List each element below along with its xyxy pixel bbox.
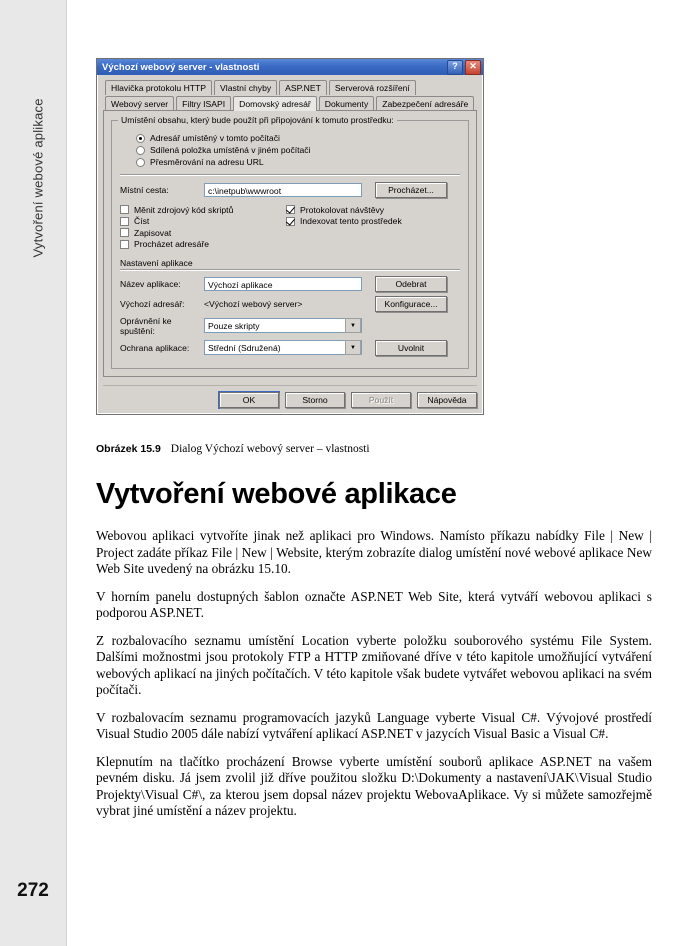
app-name-input[interactable]: Výchozí aplikace	[204, 277, 362, 291]
application-protection-select[interactable]	[204, 340, 362, 355]
permission-checkbox-grid	[120, 203, 460, 251]
content-location-legend: Umístění obsahu, který bude použít při připojování k tomuto prostředku:	[118, 115, 397, 125]
dialog-footer-buttons	[103, 385, 477, 408]
checkbox-icon	[120, 228, 129, 237]
execute-permissions-value: Pouze skripty	[208, 320, 260, 331]
paragraph: V horním panelu dostupných šablon označte ASP.NET Web Site, která vytváří webovou aplikaci s podporou ASP.NET.	[96, 588, 652, 620]
checkbox-read-label: Číst	[134, 216, 150, 226]
running-head: Vytvoření webové aplikace	[30, 98, 46, 258]
execute-permissions-label: Oprávnění ke spuštění:	[120, 315, 172, 336]
app-settings-heading: Nastavení aplikace	[120, 257, 193, 268]
checkbox-directory-browsing[interactable]	[120, 239, 286, 249]
ok-button[interactable]: OK	[219, 392, 279, 408]
radio-redirect-url[interactable]	[136, 157, 460, 167]
apply-button[interactable]: Použít	[351, 392, 411, 408]
checkbox-script-source-access-label: Měnit zdrojový kód skriptů	[134, 204, 234, 215]
cancel-button[interactable]: Storno	[285, 392, 345, 408]
checkbox-write[interactable]	[120, 228, 286, 238]
checkbox-icon-checked	[286, 217, 295, 226]
paragraph: Z rozbalovacího seznamu umístění Location vyberte položku souborového systému File System. Dalšími možnostmi jsou protokoly FTP a HTTP zmiňované dříve v této kapitole umožňující vytváření webových aplikací na jiných počítačích. V této kapitole však budete vytvářet webovou aplikaci na svém počítači.	[96, 632, 652, 697]
checkbox-log-visits[interactable]	[286, 205, 460, 215]
checkbox-read[interactable]	[120, 216, 286, 226]
tab-web-site[interactable]: Webový server	[105, 96, 174, 111]
checkbox-write-label: Zapisovat	[134, 227, 172, 238]
figure-screenshot	[96, 58, 484, 415]
properties-dialog	[96, 58, 484, 415]
dialog-titlebar	[97, 59, 483, 75]
help-button-footer[interactable]: Nápověda	[417, 392, 477, 408]
tab-custom-errors[interactable]: Vlastní chyby	[214, 80, 277, 95]
radio-local-directory[interactable]	[136, 133, 460, 143]
body-text	[96, 528, 652, 831]
checkbox-index-resource[interactable]	[286, 216, 460, 226]
help-button[interactable]: ?	[447, 60, 463, 75]
page-title: Vytvoření webové aplikace	[96, 478, 457, 510]
browse-button[interactable]: Procházet...	[375, 182, 447, 198]
figure-caption-label: Obrázek 15.9	[96, 443, 161, 455]
tab-home-directory[interactable]: Domovský adresář	[233, 96, 317, 111]
radio-network-share-label: Sdílená položka umístěná v jiném počítači	[150, 145, 311, 155]
paragraph: Klepnutím na tlačítko procházení Browse vyberte umístění souborů aplikace ASP.NET na vašem pevném disku. Já jsem zvolil již dříve použitou složku D:\Dokumenty a nastavení\JAK\Visual Studio Projekty\Visual C#\, za kterou jsem dopsal název projektu WebovaAplikace. Vy si můžete samozřejmě vybrat jiné umístění a název projektu.	[96, 753, 652, 818]
execute-permissions-select[interactable]	[204, 318, 362, 333]
app-name-row	[120, 276, 460, 292]
checkbox-log-visits-label: Protokolovat návštěvy	[300, 204, 385, 215]
local-path-row	[120, 182, 460, 198]
paragraph: Webovou aplikaci vytvoříte jinak než aplikaci pro Windows. Namísto příkazu nabídky File | New | Project zadáte příkaz File | New | Website, kterým zobrazíte dialog umístění nové webové aplikace New Web Site uvedený na obrázku 15.10.	[96, 528, 652, 576]
checkbox-directory-browsing-label: Procházet adresáře	[134, 239, 209, 249]
tab-isapi-filters[interactable]: Filtry ISAPI	[176, 96, 231, 111]
close-icon[interactable]: ✕	[465, 60, 481, 75]
radio-icon	[136, 146, 145, 155]
checkbox-column-left	[120, 203, 286, 251]
divider	[120, 174, 460, 176]
remove-button[interactable]: Odebrat	[375, 276, 447, 292]
checkbox-index-resource-label: Indexovat tento prostředek	[300, 216, 402, 226]
chevron-down-icon[interactable]: ▼	[345, 318, 361, 333]
page-number: 272	[17, 880, 49, 901]
paragraph: V rozbalovacím seznamu programovacích jazyků Language vyberte Visual C#. Vývojové prostředí Visual Studio 2005 dále nabízí vytváření aplikací ASP.NET v jazycích Visual Basic a Visual C#.	[96, 709, 652, 741]
local-path-input[interactable]: c:\inetpub\wwwroot	[204, 183, 362, 197]
start-directory-label: Výchozí adresář:	[120, 298, 185, 309]
content-location-group	[111, 115, 469, 369]
radio-local-directory-label: Adresář umístěný v tomto počítači	[150, 133, 280, 143]
figure-caption-text: Dialog Výchozí webový server – vlastnosti	[170, 443, 370, 455]
figure-caption	[96, 443, 652, 455]
configuration-button[interactable]: Konfigurace...	[375, 296, 447, 312]
divider	[120, 269, 460, 271]
tab-strip-row-2	[103, 96, 477, 111]
checkbox-icon	[120, 217, 129, 226]
checkbox-icon	[120, 205, 129, 214]
tab-strip-row-1	[103, 80, 477, 95]
application-protection-value: Střední (Sdružená)	[208, 342, 281, 353]
chevron-down-icon[interactable]: ▼	[345, 340, 361, 355]
tab-http-header[interactable]: Hlavička protokolu HTTP	[105, 80, 212, 95]
tab-server-extensions[interactable]: Serverová rozšíření	[329, 80, 416, 95]
checkbox-script-source-access[interactable]	[120, 205, 286, 215]
radio-network-share[interactable]	[136, 145, 460, 155]
execute-permissions-row	[120, 316, 460, 336]
tab-aspnet[interactable]: ASP.NET	[279, 80, 327, 95]
radio-icon-selected	[136, 134, 145, 143]
app-name-label: Název aplikace:	[120, 278, 181, 289]
application-protection-label: Ochrana aplikace:	[120, 342, 190, 353]
radio-icon	[136, 158, 145, 167]
tab-documents[interactable]: Dokumenty	[319, 96, 374, 111]
content-column	[96, 0, 652, 946]
checkbox-column-right	[286, 203, 460, 251]
radio-redirect-url-label: Přesměrování na adresu URL	[150, 157, 264, 167]
start-directory-row	[120, 296, 460, 312]
start-directory-value: <Výchozí webový server>	[204, 298, 303, 309]
local-path-label: Místní cesta:	[120, 185, 169, 195]
tab-directory-security[interactable]: Zabezpečení adresáře	[376, 96, 474, 111]
dialog-title: Výchozí webový server - vlastnosti	[102, 61, 260, 73]
tab-panel-home-directory	[103, 110, 477, 377]
checkbox-icon-checked	[286, 205, 295, 214]
margin-band	[0, 0, 67, 946]
unload-button[interactable]: Uvolnit	[375, 340, 447, 356]
application-protection-row	[120, 340, 460, 356]
checkbox-icon	[120, 240, 129, 249]
